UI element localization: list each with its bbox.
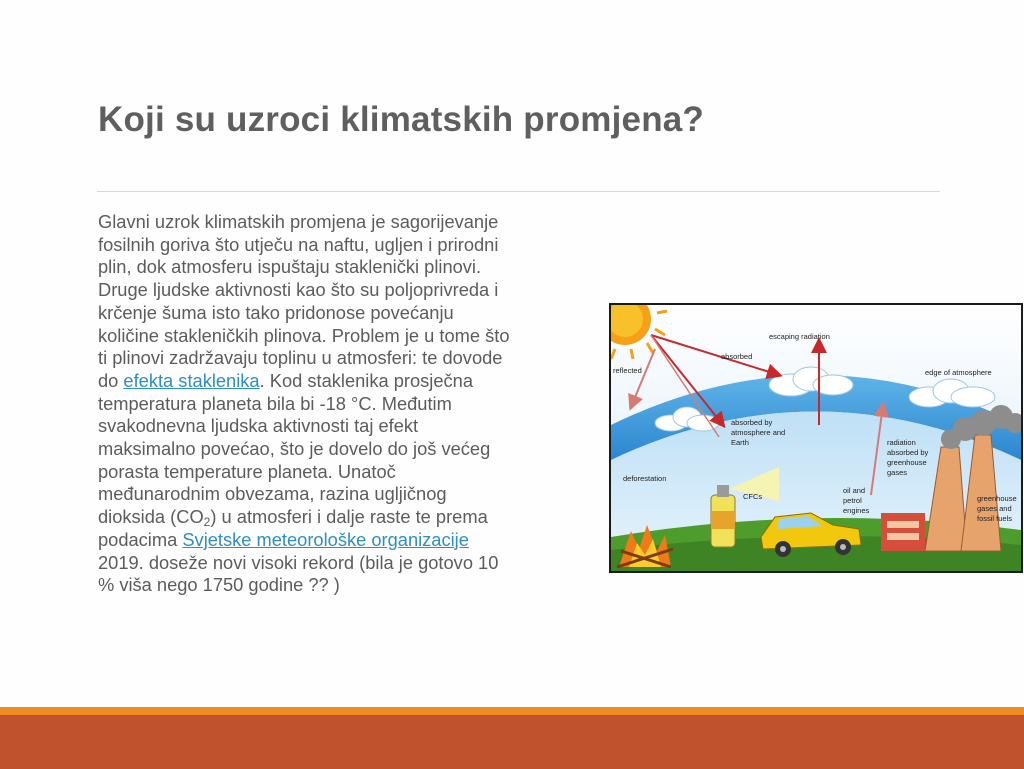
label-escaping-radiation: escaping radiation xyxy=(769,332,830,341)
body-paragraph xyxy=(98,211,518,597)
label-absorbed-by-1: absorbed by xyxy=(731,418,773,427)
label-greenhouse-gases-3: fossil fuels xyxy=(977,514,1013,523)
slide-title: Koji su uzroci klimatskih promjena? xyxy=(98,100,705,139)
body-text-part3: ) u atmosferi i dalje raste te prema podacima xyxy=(98,506,488,550)
body-text-part1: Glavni uzrok klimatskih promjena je sagorijevanje fosilnih goriva što utječu na naftu, ugljen i prirodni plin, dok atmosferu ispuštaju staklenički plinovi. Druge ljudske aktivnosti kao što su poljoprivreda i krčenje šuma isto tako pridonose povećanju količine stakleničkih plinova. Problem je u tome što ti plinovi zadržavaju toplinu u atmosferi: te dovode do xyxy=(98,211,510,391)
label-radiation-4: gases xyxy=(887,468,908,477)
label-greenhouse-gases-2: gases and xyxy=(977,504,1012,513)
label-edge-of-atmosphere: edge of atmosphere xyxy=(925,368,992,377)
label-reflected: reflected xyxy=(613,366,642,375)
label-absorbed-by-3: Earth xyxy=(731,438,749,447)
greenhouse-effect-illustration xyxy=(609,303,1023,573)
label-radiation-3: greenhouse xyxy=(887,458,927,467)
label-absorbed-by-2: atmosphere and xyxy=(731,428,786,437)
body-text-part2: . Kod staklenika prosječna temperatura planeta bila bi -18 °C. Međutim svakodnevna ljudska aktivnosti taj efekt maksimalno povećao, što je dovelo do još većeg porasta temperature planeta. Unatoč međunarodnim obvezama, razina ugljičnog dioksida (CO xyxy=(98,369,491,528)
co2-subscript: 2 xyxy=(203,515,211,530)
label-oil-3: engines xyxy=(843,506,870,515)
label-oil-1: oil and xyxy=(843,486,866,495)
label-oil-2: petrol xyxy=(843,496,862,505)
label-cfcs: CFCs xyxy=(743,492,763,501)
body-text-part4: 2019. doseže novi visoki rekord (bila je gotovo 10 % viša nego 1750 godine ?? ) xyxy=(98,551,499,596)
title-divider xyxy=(97,191,940,192)
label-radiation-2: absorbed by xyxy=(887,448,929,457)
label-radiation-1: radiation xyxy=(887,438,916,447)
label-absorbed: absorbed xyxy=(721,352,753,361)
link-greenhouse-effect[interactable]: efekta staklenika xyxy=(123,369,260,391)
footer-bar xyxy=(0,715,1024,769)
label-deforestation: deforestation xyxy=(623,474,667,483)
label-greenhouse-gases-1: greenhouse xyxy=(977,494,1017,503)
footer-accent-bar xyxy=(0,707,1024,715)
link-wmo[interactable]: Svjetske meteorološke organizacije xyxy=(182,528,469,550)
